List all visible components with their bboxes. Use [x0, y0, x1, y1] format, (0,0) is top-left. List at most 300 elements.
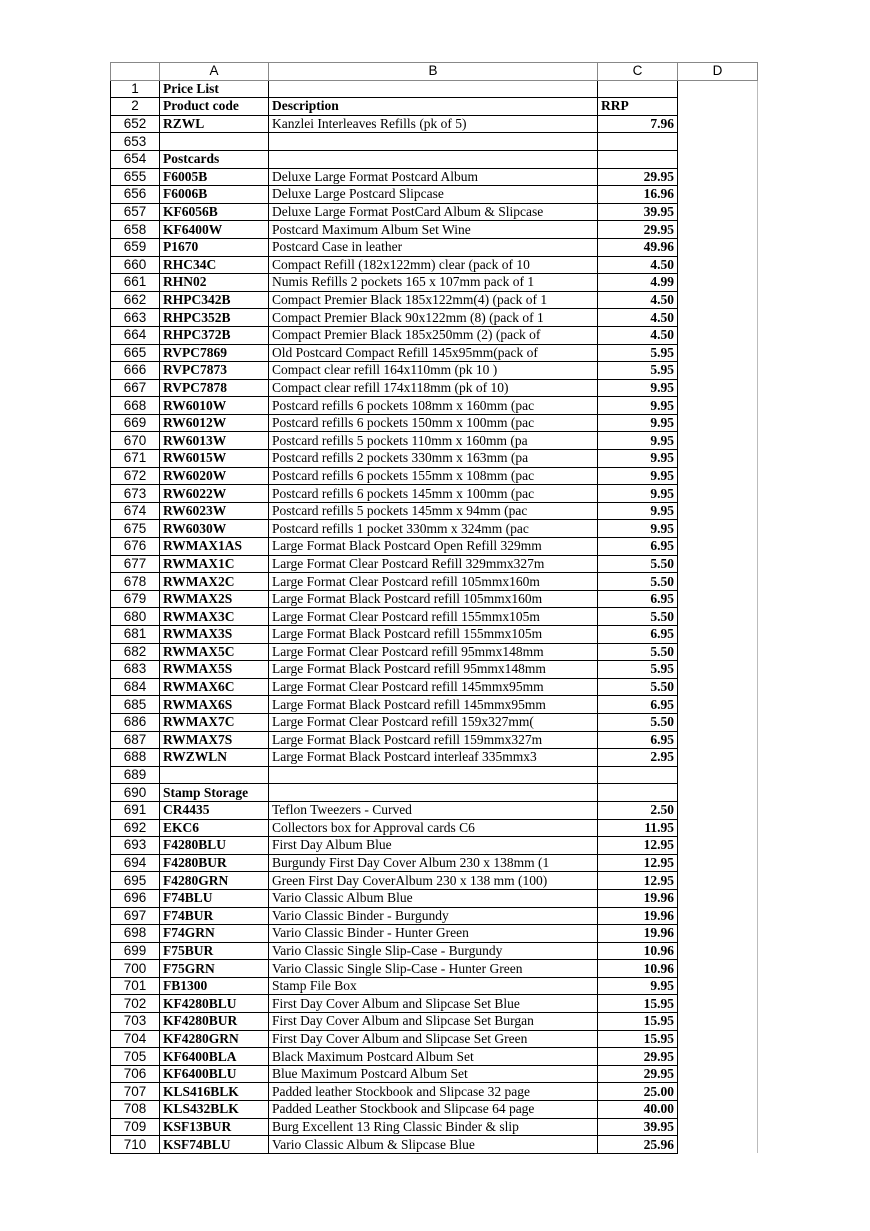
column-d-cell[interactable]: [678, 150, 758, 168]
product-code-cell[interactable]: RVPC7878: [160, 379, 269, 397]
product-code-cell[interactable]: RW6022W: [160, 485, 269, 503]
column-d-cell[interactable]: [678, 379, 758, 397]
rrp-cell[interactable]: 6.95: [598, 538, 678, 556]
rrp-cell[interactable]: 9.95: [598, 450, 678, 468]
row-number[interactable]: 692: [111, 819, 160, 837]
row-number[interactable]: 675: [111, 520, 160, 538]
row-number[interactable]: 686: [111, 713, 160, 731]
description-cell[interactable]: Padded leather Stockbook and Slipcase 32 page: [269, 1083, 598, 1101]
rrp-cell[interactable]: 12.95: [598, 854, 678, 872]
product-code-cell[interactable]: RHPC342B: [160, 291, 269, 309]
column-d-cell[interactable]: [678, 696, 758, 714]
rrp-cell[interactable]: 29.95: [598, 1048, 678, 1066]
row-number[interactable]: 691: [111, 801, 160, 819]
product-code-cell[interactable]: KF4280BUR: [160, 1013, 269, 1031]
column-header-c[interactable]: C: [598, 63, 678, 81]
rrp-cell[interactable]: 5.50: [598, 608, 678, 626]
product-code-cell[interactable]: [160, 133, 269, 151]
column-d-cell[interactable]: [678, 889, 758, 907]
rrp-cell[interactable]: 49.96: [598, 238, 678, 256]
row-number[interactable]: 693: [111, 837, 160, 855]
product-code-cell[interactable]: RWMAX6C: [160, 678, 269, 696]
description-cell[interactable]: Blue Maximum Postcard Album Set: [269, 1065, 598, 1083]
description-cell[interactable]: Postcard refills 2 pockets 330mm x 163mm (pa: [269, 450, 598, 468]
column-d-cell[interactable]: [678, 1065, 758, 1083]
rrp-cell[interactable]: 5.50: [598, 555, 678, 573]
product-code-cell[interactable]: KF4280GRN: [160, 1030, 269, 1048]
rrp-cell[interactable]: 9.95: [598, 485, 678, 503]
product-code-cell[interactable]: KF6056B: [160, 203, 269, 221]
column-d-cell[interactable]: [678, 309, 758, 327]
row-number[interactable]: 671: [111, 450, 160, 468]
row-number[interactable]: 697: [111, 907, 160, 925]
product-code-cell[interactable]: RWMAX2C: [160, 573, 269, 591]
column-d-cell[interactable]: [678, 819, 758, 837]
rrp-cell[interactable]: 16.96: [598, 186, 678, 204]
row-number[interactable]: 674: [111, 502, 160, 520]
rrp-cell[interactable]: 5.50: [598, 678, 678, 696]
product-code-cell[interactable]: RW6030W: [160, 520, 269, 538]
row-number[interactable]: 684: [111, 678, 160, 696]
column-d-cell[interactable]: [678, 502, 758, 520]
row-number[interactable]: 680: [111, 608, 160, 626]
rrp-cell[interactable]: 39.95: [598, 1118, 678, 1136]
row-number[interactable]: 666: [111, 362, 160, 380]
column-d-cell[interactable]: [678, 1101, 758, 1119]
description-cell[interactable]: Vario Classic Binder - Hunter Green: [269, 925, 598, 943]
description-cell[interactable]: Postcard refills 5 pockets 145mm x 94mm (pac: [269, 502, 598, 520]
column-d-cell[interactable]: [678, 414, 758, 432]
product-code-cell[interactable]: F74BLU: [160, 889, 269, 907]
description-cell[interactable]: Large Format Clear Postcard refill 95mmx148mm: [269, 643, 598, 661]
column-d-cell[interactable]: [678, 555, 758, 573]
column-d-cell[interactable]: [678, 467, 758, 485]
column-d-cell[interactable]: [678, 854, 758, 872]
rrp-cell[interactable]: 9.95: [598, 397, 678, 415]
rrp-cell[interactable]: 9.95: [598, 520, 678, 538]
column-d-cell[interactable]: [678, 837, 758, 855]
description-cell[interactable]: Vario Classic Single Slip-Case - Burgundy: [269, 942, 598, 960]
column-d-cell[interactable]: [678, 678, 758, 696]
product-code-cell[interactable]: F75GRN: [160, 960, 269, 978]
product-code-cell[interactable]: KF6400W: [160, 221, 269, 239]
product-code-cell[interactable]: F6006B: [160, 186, 269, 204]
description-cell[interactable]: Vario Classic Album & Slipcase Blue: [269, 1136, 598, 1154]
rrp-cell[interactable]: 11.95: [598, 819, 678, 837]
rrp-cell[interactable]: 2.95: [598, 749, 678, 767]
column-header-a[interactable]: A: [160, 63, 269, 81]
description-cell[interactable]: Compact Premier Black 185x250mm (2) (pack of: [269, 326, 598, 344]
row-number[interactable]: 1: [111, 80, 160, 98]
description-cell[interactable]: [269, 766, 598, 784]
row-number[interactable]: 703: [111, 1013, 160, 1031]
row-number[interactable]: 685: [111, 696, 160, 714]
row-number[interactable]: 678: [111, 573, 160, 591]
rrp-cell[interactable]: 5.50: [598, 573, 678, 591]
product-code-cell[interactable]: KSF74BLU: [160, 1136, 269, 1154]
description-cell[interactable]: Burgundy First Day Cover Album 230 x 138mm (1: [269, 854, 598, 872]
description-cell[interactable]: Kanzlei Interleaves Refills (pk of 5): [269, 115, 598, 133]
row-number[interactable]: 653: [111, 133, 160, 151]
column-d-cell[interactable]: [678, 344, 758, 362]
column-d-cell[interactable]: [678, 925, 758, 943]
rrp-cell[interactable]: 5.95: [598, 362, 678, 380]
row-number[interactable]: 687: [111, 731, 160, 749]
rrp-cell[interactable]: 5.95: [598, 661, 678, 679]
rrp-cell[interactable]: 4.99: [598, 274, 678, 292]
row-number[interactable]: 679: [111, 590, 160, 608]
description-cell[interactable]: Postcard refills 6 pockets 145mm x 100mm (pac: [269, 485, 598, 503]
rrp-cell[interactable]: 6.95: [598, 731, 678, 749]
row-number[interactable]: 710: [111, 1136, 160, 1154]
row-number[interactable]: 688: [111, 749, 160, 767]
product-code-cell[interactable]: Postcards: [160, 150, 269, 168]
product-code-cell[interactable]: RWMAX1C: [160, 555, 269, 573]
row-number[interactable]: 667: [111, 379, 160, 397]
product-code-cell[interactable]: RZWL: [160, 115, 269, 133]
description-cell[interactable]: Large Format Clear Postcard refill 145mmx95mm: [269, 678, 598, 696]
column-d-cell[interactable]: [678, 538, 758, 556]
description-cell[interactable]: Compact clear refill 164x110mm (pk 10 ): [269, 362, 598, 380]
column-d-cell[interactable]: [678, 98, 758, 116]
description-cell[interactable]: Large Format Clear Postcard Refill 329mmx327m: [269, 555, 598, 573]
description-cell[interactable]: Stamp File Box: [269, 977, 598, 995]
column-d-cell[interactable]: [678, 872, 758, 890]
description-cell[interactable]: Padded Leather Stockbook and Slipcase 64 page: [269, 1101, 598, 1119]
rrp-cell[interactable]: 19.96: [598, 925, 678, 943]
product-code-cell[interactable]: RW6015W: [160, 450, 269, 468]
column-d-cell[interactable]: [678, 80, 758, 98]
column-d-cell[interactable]: [678, 450, 758, 468]
product-code-cell[interactable]: RHN02: [160, 274, 269, 292]
row-number[interactable]: 695: [111, 872, 160, 890]
column-d-cell[interactable]: [678, 801, 758, 819]
description-cell[interactable]: Black Maximum Postcard Album Set: [269, 1048, 598, 1066]
product-code-cell[interactable]: KSF13BUR: [160, 1118, 269, 1136]
column-d-cell[interactable]: [678, 168, 758, 186]
column-d-cell[interactable]: [678, 274, 758, 292]
rrp-cell[interactable]: 9.95: [598, 977, 678, 995]
description-cell[interactable]: Large Format Clear Postcard refill 155mmx105m: [269, 608, 598, 626]
description-cell[interactable]: First Day Album Blue: [269, 837, 598, 855]
column-d-cell[interactable]: [678, 203, 758, 221]
product-code-cell[interactable]: KLS416BLK: [160, 1083, 269, 1101]
description-cell[interactable]: Large Format Black Postcard refill 159mmx327m: [269, 731, 598, 749]
product-code-cell[interactable]: RWMAX5C: [160, 643, 269, 661]
column-header-d[interactable]: D: [678, 63, 758, 81]
row-number[interactable]: 690: [111, 784, 160, 802]
description-cell[interactable]: Large Format Black Postcard refill 155mmx105m: [269, 626, 598, 644]
product-code-cell[interactable]: RWMAX2S: [160, 590, 269, 608]
rrp-cell[interactable]: 5.50: [598, 643, 678, 661]
product-code-cell[interactable]: KF6400BLA: [160, 1048, 269, 1066]
rrp-cell[interactable]: 25.00: [598, 1083, 678, 1101]
product-code-cell[interactable]: CR4435: [160, 801, 269, 819]
rrp-cell[interactable]: 29.95: [598, 1065, 678, 1083]
row-number[interactable]: 669: [111, 414, 160, 432]
description-cell[interactable]: Burg Excellent 13 Ring Classic Binder & slip: [269, 1118, 598, 1136]
description-cell[interactable]: Large Format Black Postcard Open Refill 329mm: [269, 538, 598, 556]
row-number[interactable]: 696: [111, 889, 160, 907]
description-cell[interactable]: First Day Cover Album and Slipcase Set Blue: [269, 995, 598, 1013]
product-code-cell[interactable]: RW6012W: [160, 414, 269, 432]
description-cell[interactable]: Compact clear refill 174x118mm (pk of 10): [269, 379, 598, 397]
row-number[interactable]: 655: [111, 168, 160, 186]
description-cell[interactable]: Compact Premier Black 185x122mm(4) (pack of 1: [269, 291, 598, 309]
column-d-cell[interactable]: [678, 626, 758, 644]
column-d-cell[interactable]: [678, 1136, 758, 1154]
rrp-cell[interactable]: 12.95: [598, 872, 678, 890]
description-cell[interactable]: Green First Day CoverAlbum 230 x 138 mm (100): [269, 872, 598, 890]
product-code-cell[interactable]: RHPC372B: [160, 326, 269, 344]
column-header-b[interactable]: B: [269, 63, 598, 81]
product-code-cell[interactable]: F75BUR: [160, 942, 269, 960]
product-code-cell[interactable]: RW6020W: [160, 467, 269, 485]
column-d-cell[interactable]: [678, 995, 758, 1013]
rrp-cell[interactable]: 4.50: [598, 256, 678, 274]
row-number[interactable]: 709: [111, 1118, 160, 1136]
column-d-cell[interactable]: [678, 960, 758, 978]
product-code-cell[interactable]: F4280BLU: [160, 837, 269, 855]
column-d-cell[interactable]: [678, 221, 758, 239]
row-number[interactable]: 681: [111, 626, 160, 644]
description-cell[interactable]: Vario Classic Album Blue: [269, 889, 598, 907]
rrp-cell[interactable]: 40.00: [598, 1101, 678, 1119]
description-cell[interactable]: Large Format Black Postcard refill 95mmx148mm: [269, 661, 598, 679]
description-cell[interactable]: Compact Refill (182x122mm) clear (pack of 10: [269, 256, 598, 274]
row-number[interactable]: 704: [111, 1030, 160, 1048]
rrp-cell[interactable]: 6.95: [598, 590, 678, 608]
row-number[interactable]: 708: [111, 1101, 160, 1119]
description-cell[interactable]: First Day Cover Album and Slipcase Set Green: [269, 1030, 598, 1048]
description-cell[interactable]: Deluxe Large Format PostCard Album & Slipcase: [269, 203, 598, 221]
product-code-cell[interactable]: RWZWLN: [160, 749, 269, 767]
description-cell[interactable]: Large Format Clear Postcard refill 105mmx160m: [269, 573, 598, 591]
rrp-cell[interactable]: 12.95: [598, 837, 678, 855]
rrp-cell[interactable]: [598, 784, 678, 802]
description-cell[interactable]: Deluxe Large Format Postcard Album: [269, 168, 598, 186]
description-cell[interactable]: Postcard Case in leather: [269, 238, 598, 256]
column-d-cell[interactable]: [678, 133, 758, 151]
row-number[interactable]: 676: [111, 538, 160, 556]
product-code-cell[interactable]: RW6010W: [160, 397, 269, 415]
row-number[interactable]: 689: [111, 766, 160, 784]
rrp-cell[interactable]: 15.95: [598, 1030, 678, 1048]
product-code-cell[interactable]: RW6013W: [160, 432, 269, 450]
description-cell[interactable]: [269, 150, 598, 168]
product-code-cell[interactable]: RVPC7873: [160, 362, 269, 380]
product-code-cell[interactable]: KF4280BLU: [160, 995, 269, 1013]
row-number[interactable]: 699: [111, 942, 160, 960]
description-cell[interactable]: Collectors box for Approval cards C6: [269, 819, 598, 837]
product-code-cell[interactable]: KF6400BLU: [160, 1065, 269, 1083]
row-number[interactable]: 706: [111, 1065, 160, 1083]
product-code-cell[interactable]: RHPC352B: [160, 309, 269, 327]
column-d-cell[interactable]: [678, 907, 758, 925]
row-number[interactable]: 677: [111, 555, 160, 573]
column-d-cell[interactable]: [678, 731, 758, 749]
row-number[interactable]: 660: [111, 256, 160, 274]
row-number[interactable]: 683: [111, 661, 160, 679]
description-cell[interactable]: Teflon Tweezers - Curved: [269, 801, 598, 819]
row-number[interactable]: 701: [111, 977, 160, 995]
rrp-cell[interactable]: 25.96: [598, 1136, 678, 1154]
product-code-cell[interactable]: RWMAX3C: [160, 608, 269, 626]
rrp-cell[interactable]: 4.50: [598, 291, 678, 309]
rrp-cell[interactable]: 2.50: [598, 801, 678, 819]
column-d-cell[interactable]: [678, 115, 758, 133]
product-code-cell[interactable]: RWMAX7C: [160, 713, 269, 731]
description-cell[interactable]: Large Format Clear Postcard refill 159x327mm(: [269, 713, 598, 731]
product-code-cell[interactable]: Product code: [160, 98, 269, 116]
column-d-cell[interactable]: [678, 643, 758, 661]
column-d-cell[interactable]: [678, 397, 758, 415]
rrp-cell[interactable]: 6.95: [598, 626, 678, 644]
description-cell[interactable]: Postcard refills 1 pocket 330mm x 324mm (pac: [269, 520, 598, 538]
description-cell[interactable]: [269, 133, 598, 151]
row-number[interactable]: 662: [111, 291, 160, 309]
column-d-cell[interactable]: [678, 1118, 758, 1136]
row-number[interactable]: 657: [111, 203, 160, 221]
row-number[interactable]: 700: [111, 960, 160, 978]
row-number[interactable]: 658: [111, 221, 160, 239]
product-code-cell[interactable]: Price List: [160, 80, 269, 98]
product-code-cell[interactable]: RW6023W: [160, 502, 269, 520]
corner-cell[interactable]: [111, 63, 160, 81]
rrp-cell[interactable]: [598, 80, 678, 98]
column-d-cell[interactable]: [678, 1048, 758, 1066]
product-code-cell[interactable]: Stamp Storage: [160, 784, 269, 802]
rrp-cell[interactable]: 6.95: [598, 696, 678, 714]
product-code-cell[interactable]: KLS432BLK: [160, 1101, 269, 1119]
column-d-cell[interactable]: [678, 977, 758, 995]
description-cell[interactable]: Large Format Black Postcard refill 145mmx95mm: [269, 696, 598, 714]
row-number[interactable]: 652: [111, 115, 160, 133]
rrp-cell[interactable]: 4.50: [598, 326, 678, 344]
description-cell[interactable]: Numis Refills 2 pockets 165 x 107mm pack of 1: [269, 274, 598, 292]
row-number[interactable]: 705: [111, 1048, 160, 1066]
product-code-cell[interactable]: FB1300: [160, 977, 269, 995]
row-number[interactable]: 673: [111, 485, 160, 503]
column-d-cell[interactable]: [678, 573, 758, 591]
column-d-cell[interactable]: [678, 520, 758, 538]
row-number[interactable]: 672: [111, 467, 160, 485]
product-code-cell[interactable]: F4280BUR: [160, 854, 269, 872]
row-number[interactable]: 654: [111, 150, 160, 168]
description-cell[interactable]: Postcard refills 6 pockets 155mm x 108mm (pac: [269, 467, 598, 485]
rrp-cell[interactable]: 15.95: [598, 1013, 678, 1031]
product-code-cell[interactable]: EKC6: [160, 819, 269, 837]
description-cell[interactable]: Vario Classic Single Slip-Case - Hunter Green: [269, 960, 598, 978]
product-code-cell[interactable]: RWMAX7S: [160, 731, 269, 749]
rrp-cell[interactable]: 5.95: [598, 344, 678, 362]
column-d-cell[interactable]: [678, 713, 758, 731]
column-d-cell[interactable]: [678, 1030, 758, 1048]
row-number[interactable]: 659: [111, 238, 160, 256]
rrp-cell[interactable]: 19.96: [598, 907, 678, 925]
column-d-cell[interactable]: [678, 590, 758, 608]
description-cell[interactable]: Postcard refills 5 pockets 110mm x 160mm (pa: [269, 432, 598, 450]
column-d-cell[interactable]: [678, 784, 758, 802]
description-cell[interactable]: Compact Premier Black 90x122mm (8) (pack of 1: [269, 309, 598, 327]
row-number[interactable]: 694: [111, 854, 160, 872]
column-d-cell[interactable]: [678, 1013, 758, 1031]
row-number[interactable]: 707: [111, 1083, 160, 1101]
row-number[interactable]: 664: [111, 326, 160, 344]
product-code-cell[interactable]: F4280GRN: [160, 872, 269, 890]
row-number[interactable]: 661: [111, 274, 160, 292]
rrp-cell[interactable]: 9.95: [598, 432, 678, 450]
description-cell[interactable]: Deluxe Large Postcard Slipcase: [269, 186, 598, 204]
rrp-cell[interactable]: RRP: [598, 98, 678, 116]
description-cell[interactable]: Postcard refills 6 pockets 108mm x 160mm (pac: [269, 397, 598, 415]
rrp-cell[interactable]: 19.96: [598, 889, 678, 907]
product-code-cell[interactable]: RWMAX1AS: [160, 538, 269, 556]
rrp-cell[interactable]: [598, 150, 678, 168]
product-code-cell[interactable]: RWMAX3S: [160, 626, 269, 644]
column-d-cell[interactable]: [678, 749, 758, 767]
row-number[interactable]: 663: [111, 309, 160, 327]
rrp-cell[interactable]: 15.95: [598, 995, 678, 1013]
product-code-cell[interactable]: RVPC7869: [160, 344, 269, 362]
product-code-cell[interactable]: RWMAX5S: [160, 661, 269, 679]
rrp-cell[interactable]: [598, 133, 678, 151]
rrp-cell[interactable]: 29.95: [598, 221, 678, 239]
rrp-cell[interactable]: 9.95: [598, 502, 678, 520]
column-d-cell[interactable]: [678, 186, 758, 204]
column-d-cell[interactable]: [678, 238, 758, 256]
description-cell[interactable]: Large Format Black Postcard interleaf 335mmx3: [269, 749, 598, 767]
product-code-cell[interactable]: RWMAX6S: [160, 696, 269, 714]
description-cell[interactable]: Postcard refills 6 pockets 150mm x 100mm (pac: [269, 414, 598, 432]
column-d-cell[interactable]: [678, 362, 758, 380]
column-d-cell[interactable]: [678, 661, 758, 679]
product-code-cell[interactable]: [160, 766, 269, 784]
description-cell[interactable]: [269, 80, 598, 98]
row-number[interactable]: 665: [111, 344, 160, 362]
row-number[interactable]: 668: [111, 397, 160, 415]
row-number[interactable]: 698: [111, 925, 160, 943]
description-cell[interactable]: First Day Cover Album and Slipcase Set Burgan: [269, 1013, 598, 1031]
row-number[interactable]: 670: [111, 432, 160, 450]
rrp-cell[interactable]: 7.96: [598, 115, 678, 133]
column-d-cell[interactable]: [678, 326, 758, 344]
rrp-cell[interactable]: 5.50: [598, 713, 678, 731]
row-number[interactable]: 682: [111, 643, 160, 661]
rrp-cell[interactable]: 4.50: [598, 309, 678, 327]
rrp-cell[interactable]: 10.96: [598, 960, 678, 978]
product-code-cell[interactable]: F74BUR: [160, 907, 269, 925]
product-code-cell[interactable]: F74GRN: [160, 925, 269, 943]
column-d-cell[interactable]: [678, 291, 758, 309]
rrp-cell[interactable]: 9.95: [598, 467, 678, 485]
rrp-cell[interactable]: 9.95: [598, 414, 678, 432]
row-number[interactable]: 2: [111, 98, 160, 116]
rrp-cell[interactable]: 9.95: [598, 379, 678, 397]
column-d-cell[interactable]: [678, 432, 758, 450]
description-cell[interactable]: [269, 784, 598, 802]
description-cell[interactable]: Vario Classic Binder - Burgundy: [269, 907, 598, 925]
row-number[interactable]: 656: [111, 186, 160, 204]
rrp-cell[interactable]: 29.95: [598, 168, 678, 186]
description-cell[interactable]: Old Postcard Compact Refill 145x95mm(pack of: [269, 344, 598, 362]
column-d-cell[interactable]: [678, 766, 758, 784]
description-cell[interactable]: Large Format Black Postcard refill 105mmx160m: [269, 590, 598, 608]
rrp-cell[interactable]: 10.96: [598, 942, 678, 960]
column-d-cell[interactable]: [678, 1083, 758, 1101]
column-d-cell[interactable]: [678, 608, 758, 626]
product-code-cell[interactable]: F6005B: [160, 168, 269, 186]
